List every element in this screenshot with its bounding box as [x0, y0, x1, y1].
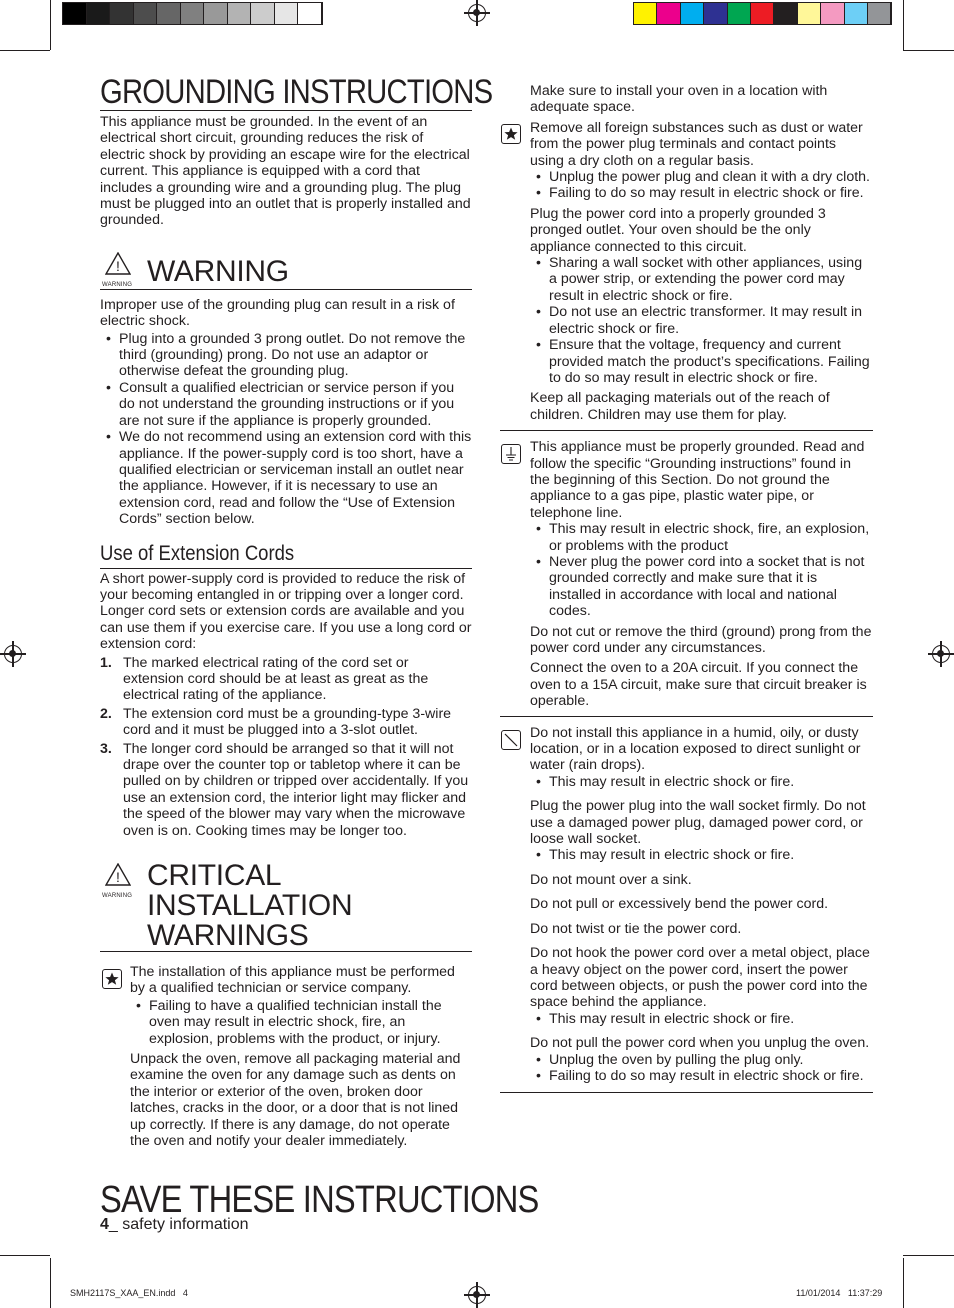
list-text: The extension cord must be a grounding-type 3-wire cord and it must be plugged into a 3-slot outlet. — [123, 705, 452, 739]
footer-datetime: 11/01/2014 11:37:29 — [796, 1288, 883, 1298]
color-swatch — [821, 3, 844, 24]
star-icon — [102, 969, 122, 989]
list-item: • Never plug the power cord into a socket that is not grounded correctly and make sure that it is installed in accordance with local and national codes. — [530, 554, 873, 620]
list-item: • This may result in electric shock or fire. — [530, 1011, 873, 1027]
prohibited-p5: Do not twist or tie the power cord. — [530, 920, 742, 937]
color-swatch — [845, 3, 868, 24]
extension-heading — [100, 542, 472, 569]
list-item: • Consult a qualified electrician or service person if you do not understand the grounding instructions or if you are not sure if the appliance is properly grounded. — [100, 380, 472, 429]
prohibited-p1: Do not install this appliance in a humid, oily, or dusty location, or in a location exposed to direct sunlight or water (rain drops). — [530, 724, 861, 774]
color-swatch — [868, 3, 891, 24]
prohibited-bullets-6 — [530, 1011, 873, 1027]
right-bullets-2 — [530, 169, 873, 202]
color-swatch — [798, 3, 821, 24]
page-number: 4 — [100, 1216, 109, 1233]
prohibited-p6: Do not hook the power cord over a metal object, place a heavy object on the power cord, insert the power cord between objects, or push the power cord into the space behind the appliance. — [530, 945, 870, 1011]
list-item: • This may result in electric shock or fire. — [530, 774, 873, 790]
list-number: 1. — [100, 654, 112, 671]
critical-block — [100, 964, 472, 1149]
crop-mark — [0, 1255, 50, 1256]
color-swatch — [110, 3, 134, 24]
prohibited-bullets-1 — [530, 774, 873, 790]
warning-list — [100, 331, 472, 528]
warning-title: WARNING — [147, 254, 289, 288]
list-item: • Unplug the power plug and clean it with a dry cloth. — [530, 169, 873, 185]
section-divider — [500, 716, 873, 717]
critical-bullets — [130, 998, 472, 1047]
prohibited-p2: Plug the power plug into the wall socket firmly. Do not use a damaged power plug, damaged power cord, or loose wall socket. — [530, 798, 866, 848]
color-swatch — [634, 3, 657, 24]
grounding-intro: This appliance must be grounded. In the event of an electrical short circuit, grounding reduces the risk of electric shock by providing an escape wire for the electrical current. This appliance is equipped with a cord that includes a grounding wire and a grounding plug. The plug must be plugged into an outlet that is properly installed and grounded. — [100, 114, 471, 229]
crop-mark — [50, 1258, 51, 1308]
list-item: • Sharing a wall socket with other appliances, using a power strip, or extending the power cord may result in electric shock or fire. — [530, 255, 873, 304]
svg-text:!: ! — [116, 869, 120, 886]
prohibited-bullets-2 — [530, 847, 873, 863]
list-item: • Do not use an electric transformer. It may result in electric shock or fire. — [530, 304, 873, 337]
ground-block — [500, 439, 873, 710]
svg-text:!: ! — [116, 257, 120, 274]
color-swatch — [251, 3, 275, 24]
extension-list — [100, 655, 472, 839]
grounding-heading-rule — [100, 73, 493, 111]
star-icon — [501, 124, 521, 144]
critical-heading — [100, 859, 472, 952]
list-number: 3. — [100, 740, 112, 757]
extension-title: Use of Extension Cords — [100, 541, 295, 565]
section-divider — [500, 430, 873, 431]
color-swatch — [774, 3, 797, 24]
critical-p1: The installation of this appliance must be performed by a qualified technician or service company. — [130, 964, 455, 997]
right-column — [500, 83, 873, 1093]
list-item: • Failing to do so may result in electric shock or fire. — [530, 185, 873, 201]
ground-p2: Do not cut or remove the third (ground) prong from the power cord under any circumstances. — [530, 623, 872, 656]
page-section: _ safety information — [108, 1216, 249, 1233]
list-item — [100, 741, 472, 839]
right-p1: Make sure to install your oven in a location with adequate space. — [530, 83, 828, 116]
crop-mark — [903, 50, 954, 51]
list-item: • We do not recommend using an extension cord with this appliance. If the power-supply cord is too short, have a qualified electrician or serviceman install an outlet near the appliance. However, if it is necessary to use an extension cord, read and follow the “Use of Extension Cords” section below. — [100, 429, 472, 527]
color-swatch — [728, 3, 751, 24]
list-text: The longer cord should be arranged so that it will not drape over the counter top or tabletop where it can be pulled on by children or tripped over accidentally. If you use an extension cord, the interior light may flicker and the speed of the blower may vary when the microwave oven is on. Cooking times may be longer too. — [123, 740, 469, 839]
star-block — [500, 83, 873, 423]
list-number: 2. — [100, 705, 112, 722]
color-swatch — [228, 3, 252, 24]
prohibited-bullets-7 — [530, 1052, 873, 1085]
grounding-title: GROUNDING INSTRUCTIONS — [100, 73, 493, 111]
grayscale-bar — [62, 2, 323, 25]
right-p4: Keep all packaging materials out of the reach of children. Children may use them for play. — [530, 390, 830, 423]
color-swatch — [87, 3, 111, 24]
page-footer-label — [100, 1216, 249, 1234]
list-text: The marked electrical rating of the cord set or extension cord should be at least as great as the electrical rating of the appliance. — [123, 654, 429, 704]
ground-p3: Connect the oven to a 20A circuit. If you connect the oven to a 15A circuit, make sure that circuit breaker is operable. — [530, 660, 867, 710]
color-swatch — [181, 3, 205, 24]
prohibited-p3: Do not mount over a sink. — [530, 871, 692, 888]
footer-filename: SMH2117S_XAA_EN.indd 4 — [70, 1288, 188, 1298]
registration-mark-icon — [932, 645, 950, 663]
ground-icon — [501, 444, 521, 464]
list-item: • Failing to have a qualified technician install the oven may result in electric shock, fire, an explosion, problems with the product, or injury. — [130, 998, 472, 1047]
prohibited-p4: Do not pull or excessively bend the power cord. — [530, 896, 829, 913]
right-bullets-3 — [530, 255, 873, 386]
registration-mark-icon — [468, 1286, 486, 1304]
extension-intro: A short power-supply cord is provided to reduce the risk of your becoming entangled in or tripping over a longer cord. Longer cord sets or extension cords are available and you can use them if you exercise care. If you use a long cord or extension cord: — [100, 570, 472, 653]
color-swatch — [681, 3, 704, 24]
ground-bullets — [530, 521, 873, 619]
color-swatch — [63, 3, 87, 24]
save-title: SAVE THESE INSTRUCTIONS — [100, 1179, 539, 1221]
crop-mark — [903, 1258, 904, 1308]
list-item: • Failing to do so may result in electric shock or fire. — [530, 1068, 873, 1084]
list-item — [100, 655, 472, 704]
list-item: • Plug into a grounded 3 prong outlet. Do not remove the third (grounding) prong. Do not use an adaptor or otherwise defeat the grounding plug. — [100, 331, 472, 380]
prohibited-block — [500, 725, 873, 1085]
crop-mark — [0, 50, 50, 51]
prohibited-icon — [501, 730, 521, 750]
registration-mark-icon — [468, 4, 486, 22]
color-swatch — [275, 3, 299, 24]
left-column — [100, 73, 493, 1150]
prohibited-p7: Do not pull the power cord when you unplug the oven. — [530, 1035, 870, 1052]
crop-mark — [50, 0, 51, 50]
list-item — [100, 706, 472, 739]
list-item: • This may result in electric shock, fire, an explosion, or problems with the product — [530, 521, 873, 554]
warning-icon-label: WARNING — [102, 281, 133, 288]
list-item: • This may result in electric shock or fire. — [530, 847, 873, 863]
color-swatch — [134, 3, 158, 24]
section-divider — [500, 1092, 873, 1093]
critical-title: CRITICAL INSTALLATION WARNINGS — [147, 859, 353, 953]
color-swatch — [204, 3, 228, 24]
crop-mark — [903, 0, 904, 50]
list-item: • Ensure that the voltage, frequency and current provided match the product’s specifications. Failing to do so may result in electric shock or fire. — [530, 337, 873, 386]
color-swatch — [298, 3, 322, 24]
right-p3: Plug the power cord into a properly grounded 3 pronged outlet. Your oven should be the only appliance connected to this circuit. — [530, 205, 826, 255]
color-swatch — [157, 3, 181, 24]
color-bar — [633, 2, 892, 25]
crop-mark — [903, 1255, 954, 1256]
color-swatch — [657, 3, 680, 24]
warning-intro: Improper use of the grounding plug can result in a risk of electric shock. — [100, 296, 455, 330]
warning-heading — [100, 249, 472, 290]
critical-p2: Unpack the oven, remove all packaging material and examine the oven for any damage such as dents on the interior or exterior of the oven, broken door latches, cracks in the door, or a door that is not lined up correctly. If there is any damage, do not operate the oven and notify your dealer immediately. — [130, 1051, 461, 1150]
color-swatch — [704, 3, 727, 24]
registration-mark-icon — [4, 645, 22, 663]
color-swatch — [751, 3, 774, 24]
right-p2: Remove all foreign substances such as dust or water from the power plug terminals and contact points using a dry cloth on a regular basis. — [530, 119, 863, 169]
ground-p1: This appliance must be properly grounded. Read and follow the specific “Grounding instructions” found in the beginning of this Section. Do not ground the appliance to a gas pipe, plastic water pipe, or telephone line. — [530, 439, 865, 521]
list-item: • Unplug the oven by pulling the plug only. — [530, 1052, 873, 1068]
warning-icon-label: WARNING — [102, 893, 133, 900]
